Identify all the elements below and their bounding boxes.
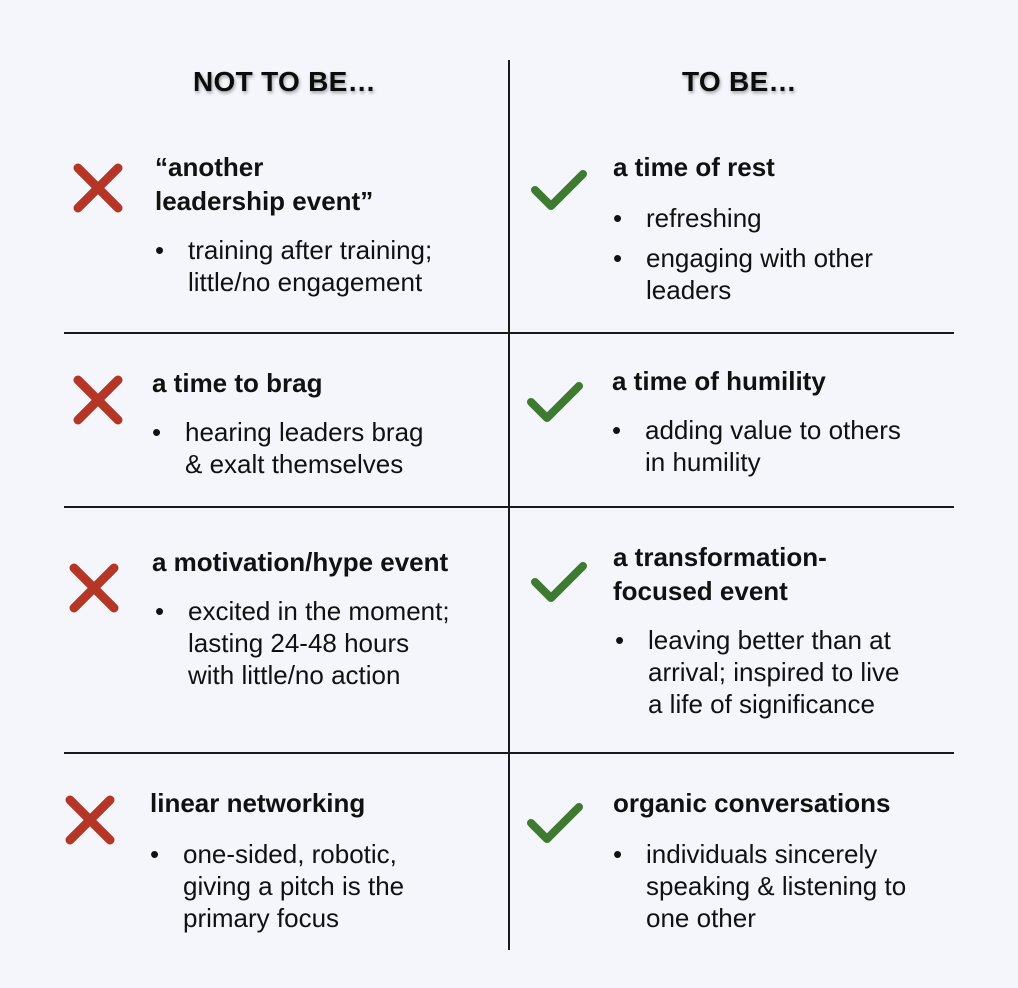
to-be-header: TO BE… (682, 66, 797, 97)
to-title: a time of rest (613, 152, 775, 182)
not-bullet-text: one-sided, robotic, giving a pitch is the primary focus (183, 839, 405, 933)
not-bullet-text: training after training; little/no engagement (188, 235, 433, 297)
check-icon (529, 160, 589, 220)
check-icon (525, 372, 585, 432)
cross-icon (64, 558, 124, 618)
to-bullet-text: individuals sincerely speaking & listening to one other (646, 839, 907, 933)
bullet-dot: • (615, 625, 625, 655)
not-bullet-text: hearing leaders brag & exalt themselves (185, 417, 424, 479)
check-icon (529, 552, 589, 612)
to-title: a transformation- focused event (613, 542, 827, 606)
bullet-dot: • (612, 415, 622, 445)
row-divider-3 (64, 752, 954, 754)
bullet-dot: • (613, 243, 623, 273)
to-bullet-text: refreshing (646, 203, 762, 233)
cross-icon (68, 158, 128, 218)
not-bullet-text: excited in the moment; lasting 24-48 hours with little/no action (188, 596, 450, 690)
not-title: “another leadership event” (155, 152, 374, 216)
bullet-dot: • (152, 417, 162, 447)
not-title: a time to brag (152, 368, 323, 398)
row-divider-1 (64, 332, 954, 334)
not-title: linear networking (150, 788, 366, 818)
to-title: a time of humility (612, 366, 826, 396)
bullet-dot: • (155, 235, 165, 265)
to-title: organic conversations (613, 788, 891, 818)
bullet-dot: • (613, 839, 623, 869)
not-to-be-header: NOT TO BE… (193, 66, 376, 97)
not-title: a motivation/hype event (152, 547, 449, 577)
cross-icon (60, 790, 120, 850)
check-icon (525, 793, 585, 853)
bullet-dot: • (155, 596, 165, 626)
cross-icon (68, 370, 128, 430)
to-bullet-text: leaving better than at arrival; inspired to live a life of significance (648, 625, 900, 719)
row-divider-2 (64, 506, 954, 508)
to-bullet-text: adding value to others in humility (645, 415, 901, 477)
bullet-dot: • (613, 203, 623, 233)
bullet-dot: • (150, 839, 160, 869)
column-divider (508, 60, 510, 950)
to-bullet-text: engaging with other leaders (646, 243, 873, 305)
